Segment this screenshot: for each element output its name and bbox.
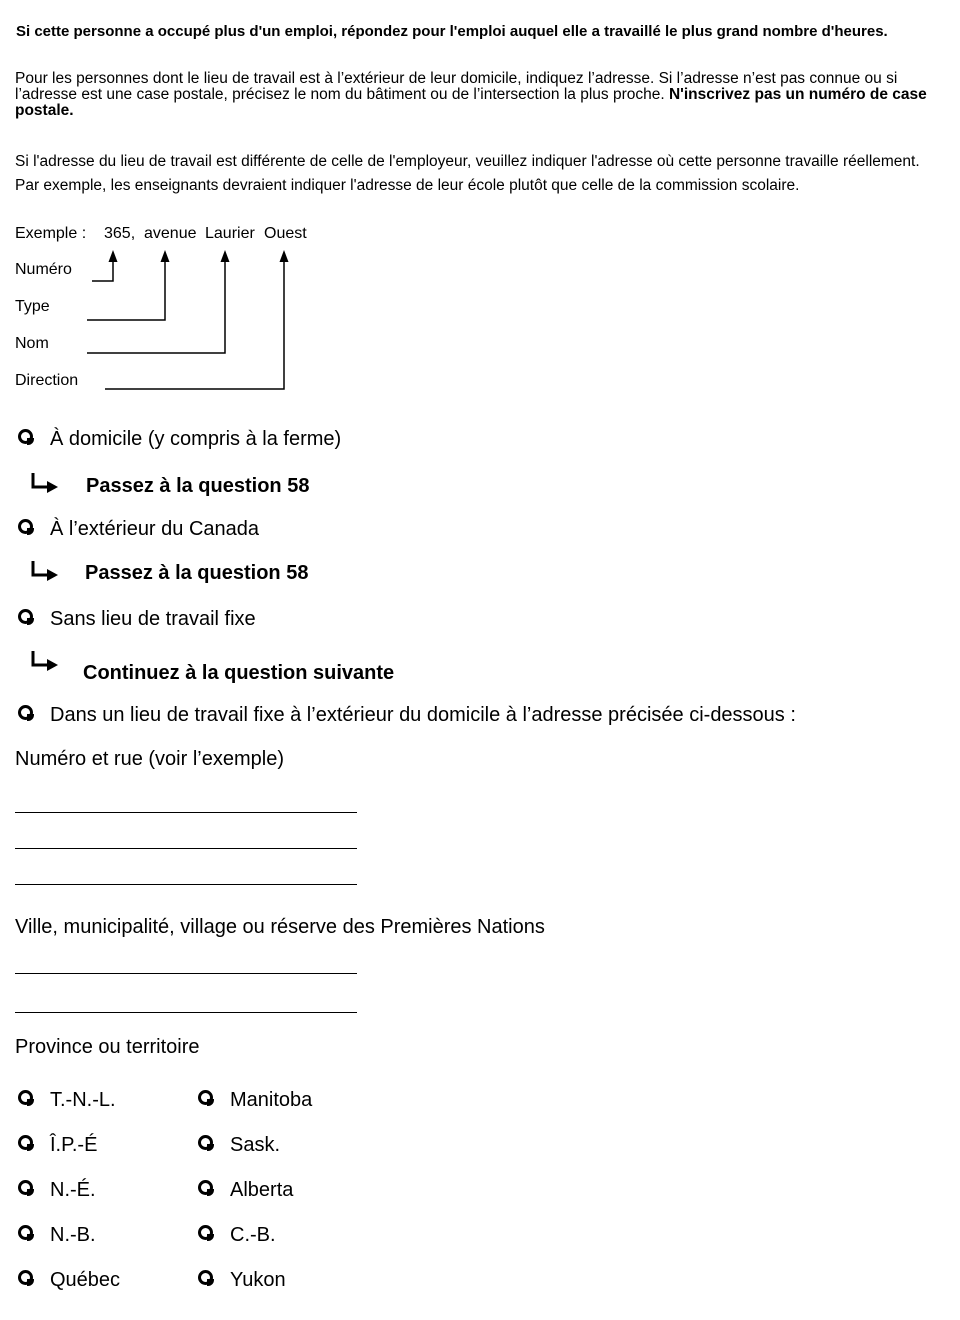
instruction-paragraph-example-teachers: Par exemple, les enseignants devraient indiquer l'adresse de leur école plutôt que celle de la commission scolaire. bbox=[15, 177, 800, 194]
example-part-type: avenue bbox=[144, 225, 197, 242]
radio-button-icon[interactable] bbox=[198, 1090, 213, 1105]
province-option-mb[interactable] bbox=[198, 1089, 312, 1112]
example-part-direction: Ouest bbox=[264, 225, 307, 242]
province-label: Province ou territoire bbox=[15, 1036, 200, 1058]
province-option-label: N.-B. bbox=[50, 1224, 96, 1246]
province-option-pe[interactable] bbox=[18, 1134, 97, 1157]
radio-button-icon[interactable] bbox=[18, 1225, 33, 1240]
province-option-label: N.-É. bbox=[50, 1179, 96, 1201]
connector-type bbox=[87, 258, 165, 320]
skip-arrowhead-icon bbox=[47, 481, 58, 493]
province-option-label: Yukon bbox=[230, 1269, 286, 1291]
example-part-name: Laurier bbox=[205, 225, 255, 242]
radio-button-icon[interactable] bbox=[18, 429, 33, 444]
radio-button-icon[interactable] bbox=[18, 1270, 33, 1285]
street-input-line-1[interactable] bbox=[15, 812, 357, 813]
skip-arrowhead-icon bbox=[47, 569, 58, 581]
skip-instruction-q58: Passez à la question 58 bbox=[85, 562, 309, 584]
option-outside-canada[interactable] bbox=[18, 518, 259, 541]
option-fixed-workplace-label: Dans un lieu de travail fixe à l’extérieur du domicile à l’adresse précisée ci-dessous : bbox=[50, 704, 796, 726]
radio-button-icon[interactable] bbox=[18, 1135, 33, 1150]
instruction-po-box-warning: N'inscrivez pas un numéro de case postale. bbox=[15, 86, 927, 119]
option-no-fixed-workplace[interactable] bbox=[18, 608, 256, 631]
province-option-label: Alberta bbox=[230, 1179, 294, 1201]
radio-button-icon[interactable] bbox=[198, 1225, 213, 1240]
instruction-heading: Si cette personne a occupé plus d'un emploi, répondez pour l'emploi auquel elle a travaillé le plus grand nombre d'heures. bbox=[16, 23, 888, 40]
province-option-label: Québec bbox=[50, 1269, 121, 1291]
province-option-label: Sask. bbox=[230, 1134, 281, 1156]
instruction-paragraph-actual-location: Si l'adresse du lieu de travail est différente de celle de l'employeur, veuillez indiquer l'adresse où cette personne travaille réellement. bbox=[15, 153, 920, 170]
skip-arrow-icon bbox=[33, 473, 48, 487]
arrowhead-type-icon bbox=[161, 250, 170, 262]
radio-button-icon[interactable] bbox=[18, 519, 33, 534]
province-option-yt[interactable] bbox=[198, 1269, 286, 1292]
radio-button-icon[interactable] bbox=[198, 1270, 213, 1285]
example-part-number: 365, bbox=[104, 225, 136, 242]
radio-button-icon[interactable] bbox=[18, 705, 33, 720]
skip-arrow-icon bbox=[33, 561, 48, 575]
radio-button-icon[interactable] bbox=[18, 1090, 33, 1105]
street-label: Numéro et rue (voir l’exemple) bbox=[15, 748, 284, 770]
province-option-label: Manitoba bbox=[230, 1089, 313, 1111]
arrowhead-name-icon bbox=[221, 250, 230, 262]
province-option-qc[interactable] bbox=[18, 1269, 120, 1292]
connector-name bbox=[87, 258, 225, 353]
skip-arrow-icon bbox=[33, 651, 48, 665]
option-at-home-label: À domicile (y compris à la ferme) bbox=[50, 428, 342, 450]
province-option-nb[interactable] bbox=[18, 1224, 96, 1247]
province-option-sk[interactable] bbox=[198, 1134, 280, 1157]
province-option-ns[interactable] bbox=[18, 1179, 96, 1202]
arrowhead-number-icon bbox=[109, 250, 118, 262]
instruction-paragraph-address-text: Pour les personnes dont le lieu de travail est à l’extérieur de leur domicile, indiquez l’adresse. Si l’adresse n’est pas connue ou si l’adresse est une case postale, précisez le nom du bâtiment ou de l’intersection la plus proche. bbox=[15, 70, 898, 103]
connector-direction bbox=[105, 258, 284, 389]
street-input-line-2[interactable] bbox=[15, 848, 357, 849]
street-input-line-3[interactable] bbox=[15, 884, 357, 885]
example-label-direction: Direction bbox=[15, 372, 79, 389]
option-outside-canada-label: À l’extérieur du Canada bbox=[50, 518, 260, 540]
province-option-bc[interactable] bbox=[198, 1224, 276, 1247]
option-at-home[interactable] bbox=[18, 428, 341, 451]
city-input-line-2[interactable] bbox=[15, 1012, 357, 1013]
city-input-line-1[interactable] bbox=[15, 973, 357, 974]
example-label-type: Type bbox=[15, 298, 50, 315]
option-fixed-workplace[interactable] bbox=[18, 704, 796, 727]
skip-instruction-q58: Passez à la question 58 bbox=[86, 475, 310, 497]
radio-button-icon[interactable] bbox=[198, 1180, 213, 1195]
radio-button-icon[interactable] bbox=[18, 1180, 33, 1195]
province-option-ab[interactable] bbox=[198, 1179, 293, 1202]
radio-button-icon[interactable] bbox=[198, 1135, 213, 1150]
province-option-label: Î.P.-É bbox=[50, 1134, 98, 1156]
radio-button-icon[interactable] bbox=[18, 609, 33, 624]
example-label-number: Numéro bbox=[15, 261, 72, 278]
skip-arrowhead-icon bbox=[47, 659, 58, 671]
province-option-nl[interactable] bbox=[18, 1089, 116, 1112]
province-option-label: T.-N.-L. bbox=[50, 1089, 116, 1111]
city-label: Ville, municipalité, village ou réserve des Premières Nations bbox=[15, 916, 545, 938]
skip-instruction-continue: Continuez à la question suivante bbox=[83, 662, 395, 684]
arrowhead-direction-icon bbox=[280, 250, 289, 262]
province-option-label: C.-B. bbox=[230, 1224, 276, 1246]
example-label-name: Nom bbox=[15, 335, 49, 352]
example-prefix: Exemple : bbox=[15, 225, 87, 242]
option-no-fixed-workplace-label: Sans lieu de travail fixe bbox=[50, 608, 256, 630]
